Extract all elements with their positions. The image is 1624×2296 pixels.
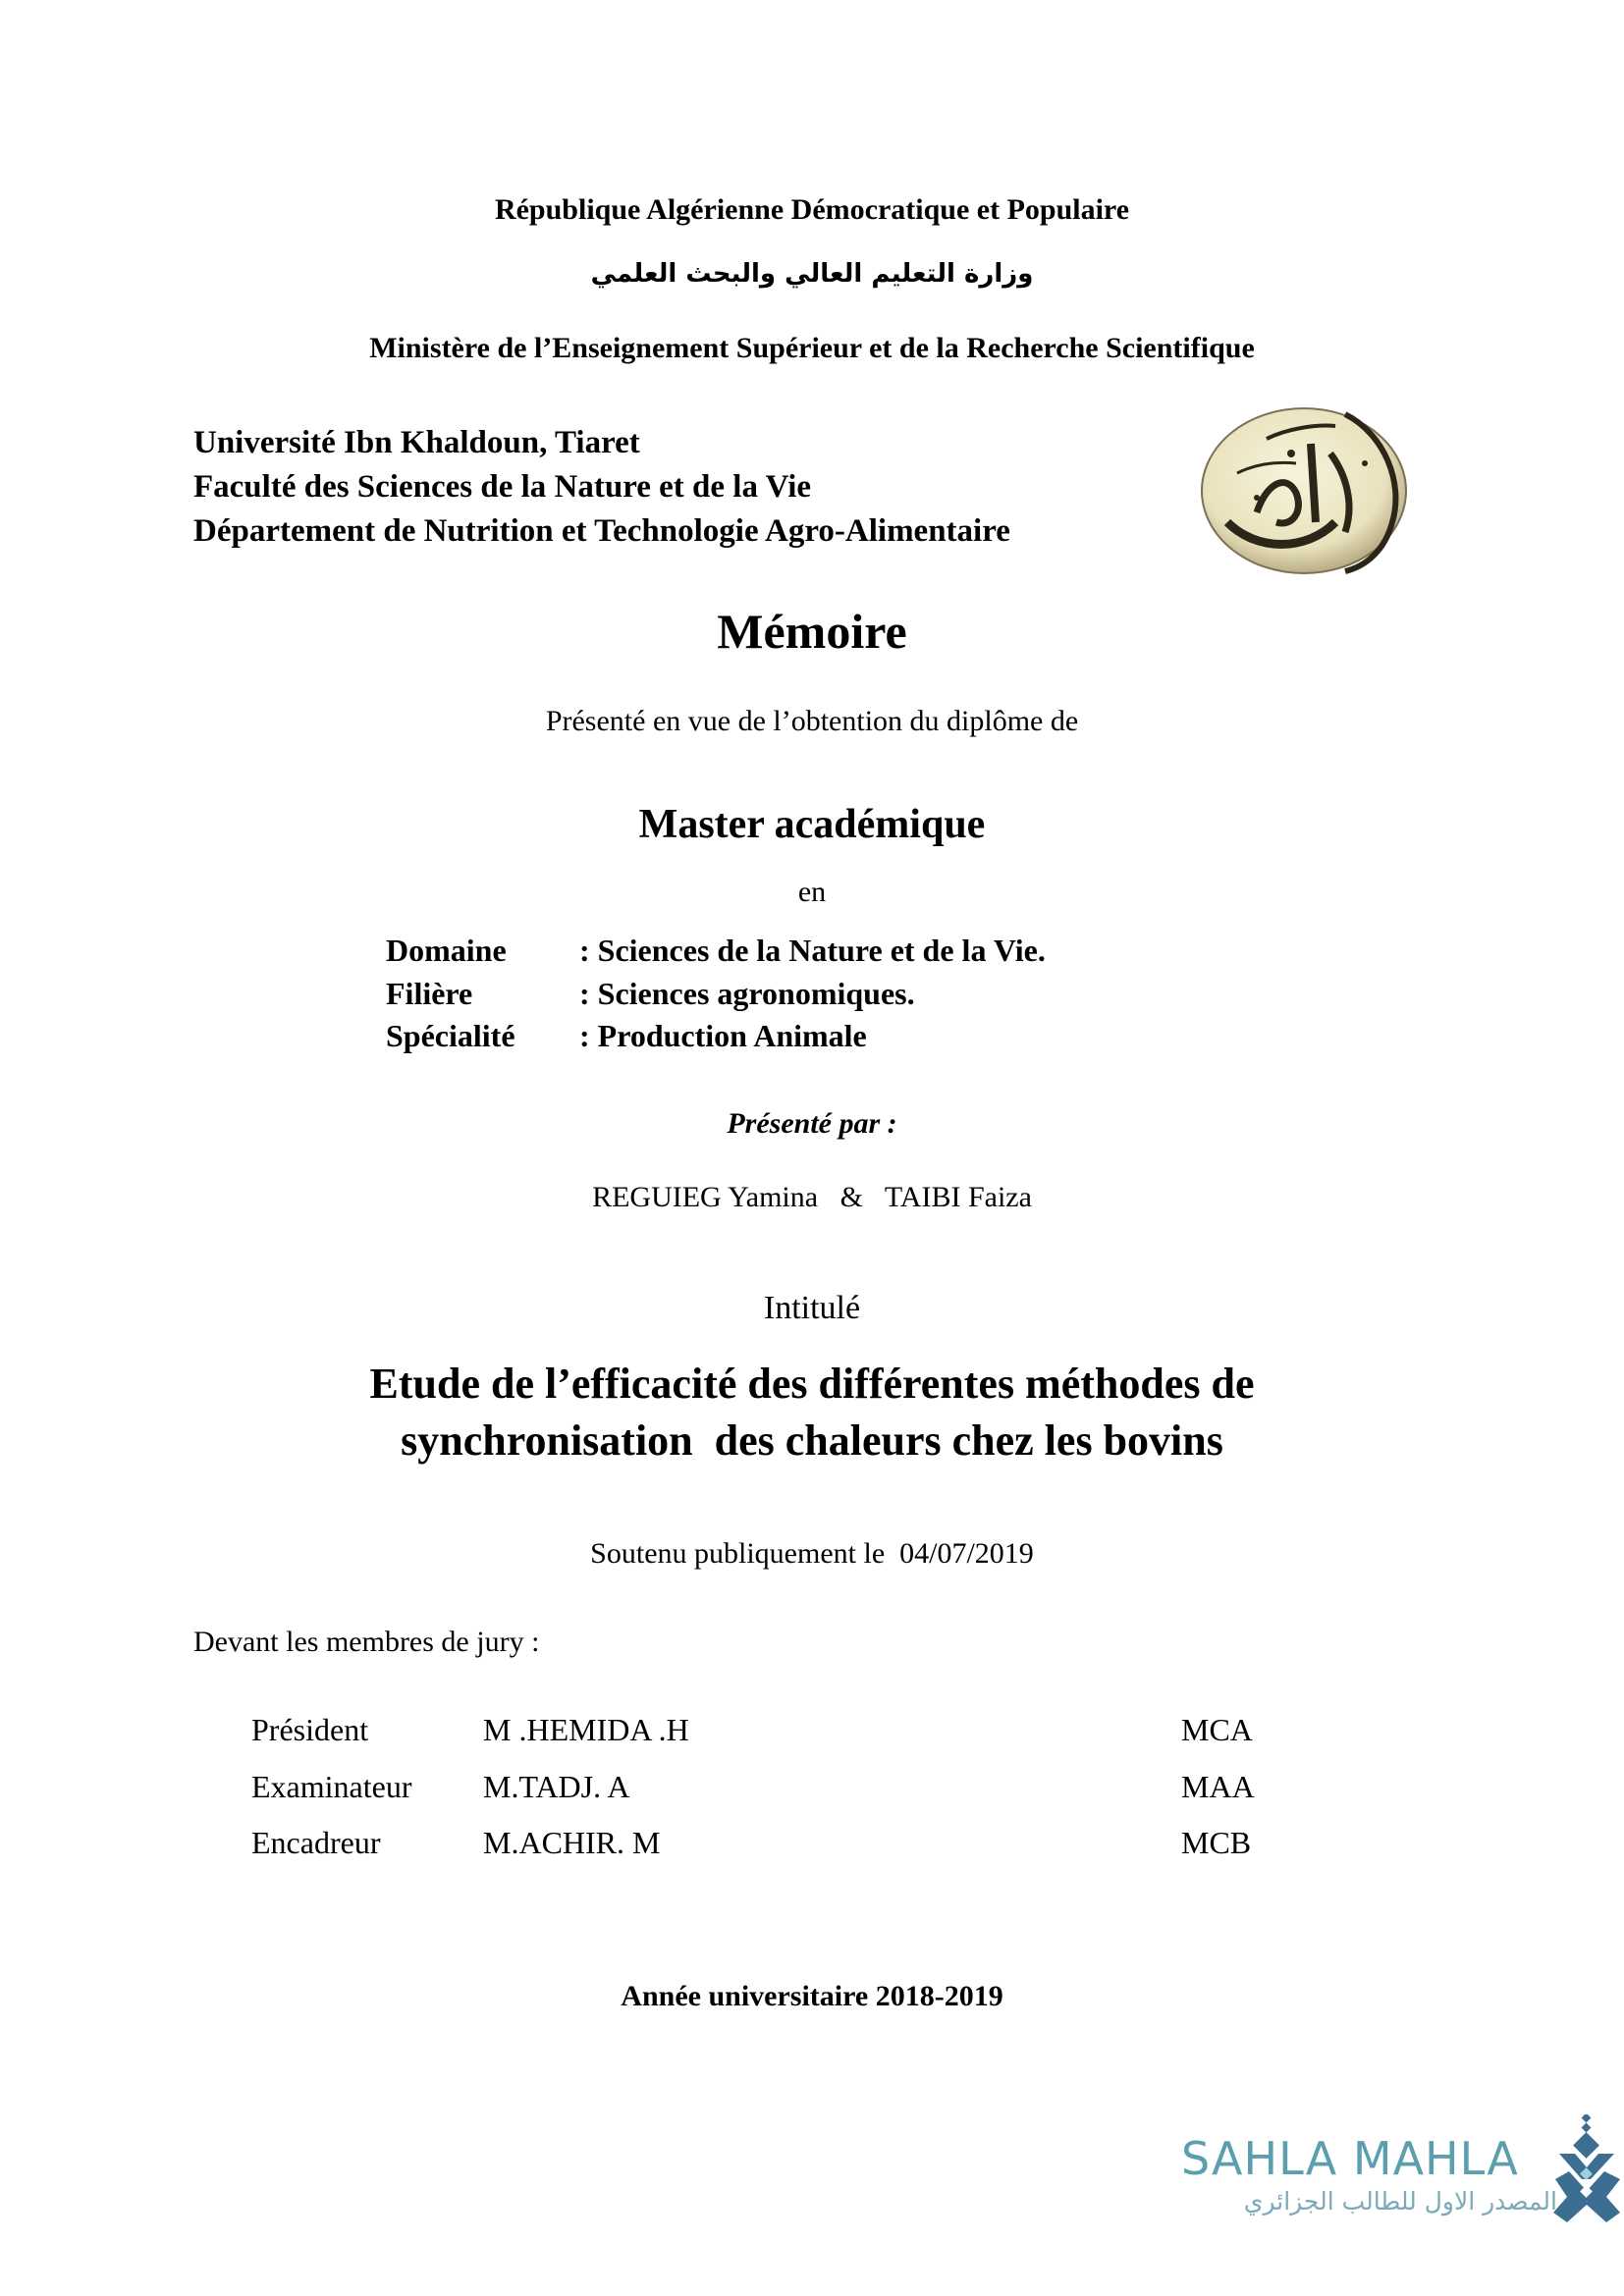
presented-for: Présenté en vue de l’obtention du diplôme de [545,705,1079,737]
field-label: Domaine [386,933,507,968]
thesis-title-line2: synchronisation des chaleurs chez les bovins [401,1416,1223,1465]
defense-date: Soutenu publiquement le 04/07/2019 [590,1537,1034,1570]
jury-name: M .HEMIDA .H [483,1712,689,1747]
university-seal-icon [1198,404,1410,577]
jury-role: Examinateur [251,1769,412,1804]
field-label: Filière [386,976,473,1011]
field-row-domaine [386,933,1046,969]
jury-name: M.TADJ. A [483,1769,630,1804]
degree-in: en [797,876,827,908]
jury-grade: MCA [1181,1712,1253,1747]
jury-role: Encadreur [251,1825,381,1860]
field-label: Spécialité [386,1018,515,1053]
ministry-arabic: وزارة التعليم العالي والبحث العلمي [590,259,1034,289]
field-row-specialite [386,1018,867,1054]
authors: REGUIEG Yamina & TAIBI Faiza [592,1181,1032,1213]
field-value: : Sciences de la Nature et de la Vie. [579,933,1046,968]
ministry-heading: Ministère de l’Enseignement Supérieur et de la Recherche Scientifique [369,332,1255,364]
watermark-title: SAHLA MAHLA [1181,2132,1519,2185]
presented-by-label: Présenté par : [727,1107,897,1140]
jury-name: M.ACHIR. M [483,1825,661,1860]
field-value: : Sciences agronomiques. [579,976,915,1011]
watermark-subtitle: المصدر الاول للطالب الجزائري [1243,2187,1557,2216]
document-type: Mémoire [717,604,907,659]
thesis-title-line1: Etude de l’efficacité des différentes méthodes de [369,1360,1255,1408]
academic-year: Année universitaire 2018-2019 [621,1980,1003,2012]
field-value: : Production Animale [579,1018,867,1053]
sahla-mahla-watermark [1176,2110,1624,2228]
university-name: Université Ibn Khaldoun, Tiaret [193,425,640,460]
title-label: Intitulé [763,1290,861,1326]
department-name: Département de Nutrition et Technologie Agro-Alimentaire [193,513,1010,549]
republic-heading: République Algérienne Démocratique et Populaire [494,193,1130,226]
faculty-name: Faculté des Sciences de la Nature et de la Vie [193,469,812,505]
degree-title: Master académique [638,802,986,847]
jury-role: Président [251,1712,369,1747]
jury-grade: MCB [1181,1825,1252,1860]
jury-intro: Devant les membres de jury : [193,1626,540,1658]
jury-grade: MAA [1181,1769,1255,1804]
sahla-mahla-logo-icon [1551,2114,1624,2224]
field-row-filiere [386,976,915,1012]
